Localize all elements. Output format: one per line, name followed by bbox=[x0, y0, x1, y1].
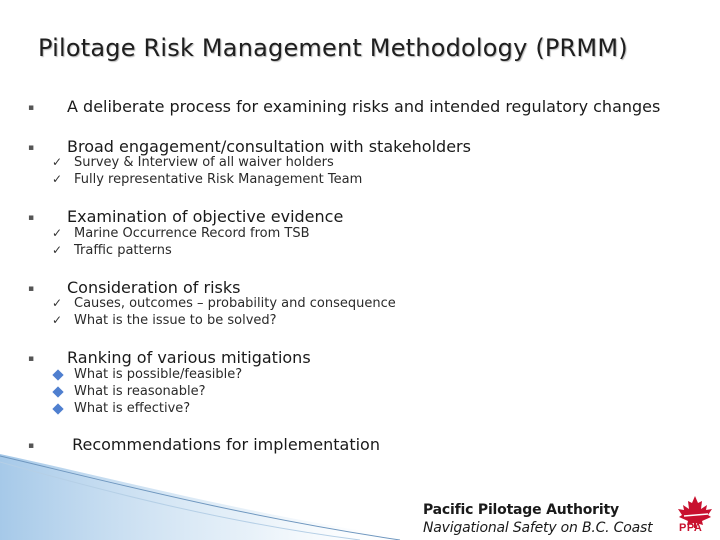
bullet-dot: ▪ bbox=[28, 284, 35, 294]
sub-item-text: What is reasonable? bbox=[74, 384, 206, 399]
sub-item-text: Causes, outcomes – probability and consequence bbox=[74, 296, 396, 311]
sub-item-text: Traffic patterns bbox=[74, 243, 172, 258]
sub-item-text: What is possible/feasible? bbox=[74, 367, 243, 382]
bullet-dot: ▪ bbox=[28, 103, 35, 113]
list-item-text: Broad engagement/consultation with stakeholders bbox=[67, 137, 471, 156]
diamond-bullet-icon bbox=[52, 386, 63, 397]
list-item-text: Examination of objective evidence bbox=[67, 207, 344, 226]
sub-item-text: What is the issue to be solved? bbox=[74, 313, 277, 328]
footer-tagline: Navigational Safety on B.C. Coast bbox=[423, 520, 653, 536]
bullet-dot: ▪ bbox=[28, 143, 35, 153]
checkmark-icon: ✓ bbox=[52, 226, 63, 240]
list-item-text: Recommendations for implementation bbox=[67, 435, 380, 454]
checkmark-icon: ✓ bbox=[52, 313, 63, 327]
list-item-text: Consideration of risks bbox=[67, 278, 241, 297]
sub-item-text: Survey & Interview of all waiver holders bbox=[74, 155, 334, 170]
bullet-dot: ▪ bbox=[28, 354, 35, 364]
sub-item-text: Marine Occurrence Record from TSB bbox=[74, 226, 310, 241]
bullet-dot: ▪ bbox=[28, 441, 35, 451]
list-item-text: A deliberate process for examining risks and intended regulatory changes bbox=[67, 97, 661, 116]
logo-text: PPA bbox=[679, 522, 703, 534]
sub-item-text: Fully representative Risk Management Team bbox=[74, 172, 363, 187]
diamond-bullet-icon bbox=[52, 403, 63, 414]
footer-organization: Pacific Pilotage Authority bbox=[423, 502, 619, 518]
checkmark-icon: ✓ bbox=[52, 243, 63, 257]
diamond-bullet-icon bbox=[52, 369, 63, 380]
bullet-dot: ▪ bbox=[28, 213, 35, 223]
slide-title: Pilotage Risk Management Methodology (PRMM) bbox=[38, 34, 628, 62]
checkmark-icon: ✓ bbox=[52, 155, 63, 169]
list-item-text: Ranking of various mitigations bbox=[67, 348, 311, 367]
sub-item-text: What is effective? bbox=[74, 401, 191, 416]
checkmark-icon: ✓ bbox=[52, 172, 63, 186]
checkmark-icon: ✓ bbox=[52, 296, 63, 310]
